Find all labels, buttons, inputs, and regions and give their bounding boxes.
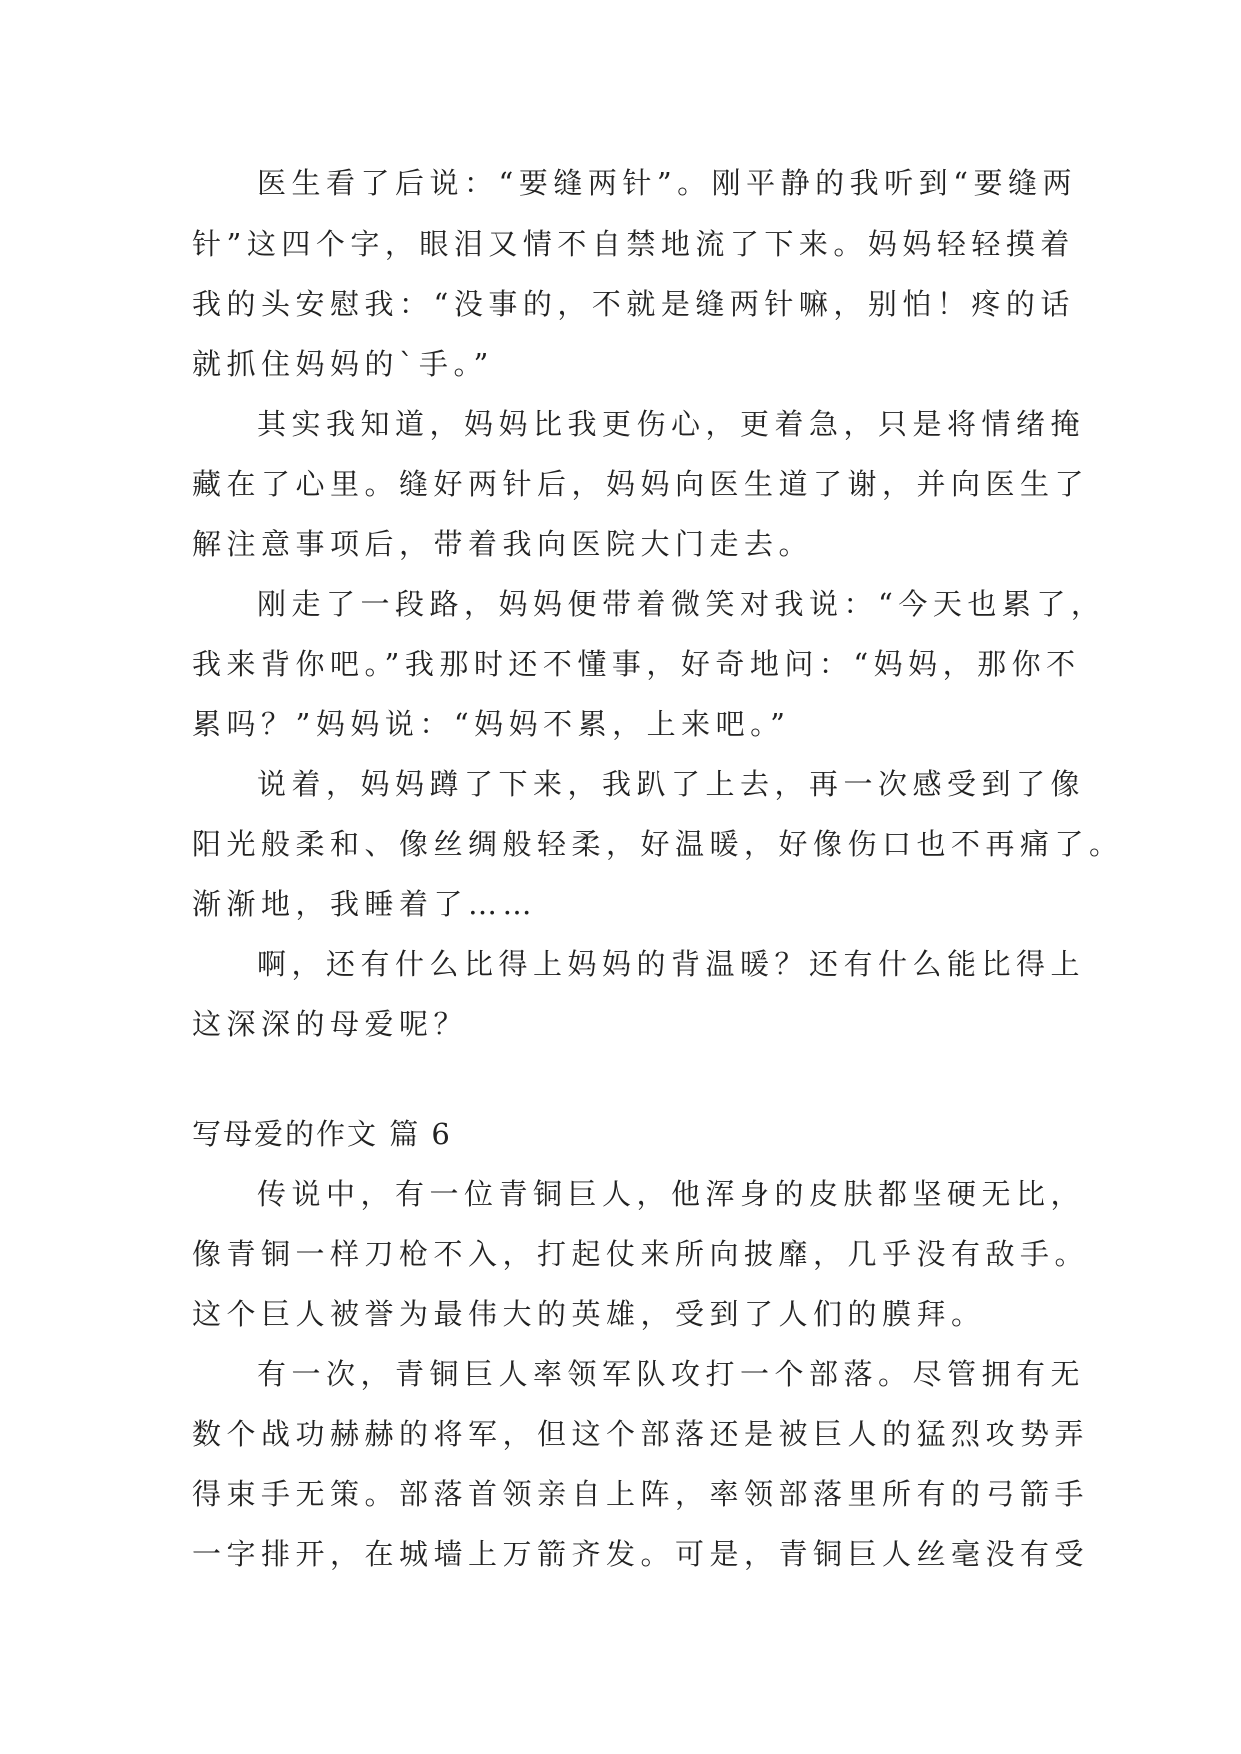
paragraph-line: 刚走了一段路，妈妈便带着微笑对我说：“今天也累了， bbox=[257, 587, 1106, 621]
paragraph-line: 说着，妈妈蹲了下来，我趴了上去，再一次感受到了像 bbox=[257, 767, 1086, 801]
paragraph-line: 这深深的母爱呢？ bbox=[192, 1007, 469, 1041]
paragraph-line: 有一次，青铜巨人率领军队攻打一个部落。尽管拥有无 bbox=[257, 1357, 1086, 1391]
paragraph-line: 像青铜一样刀枪不入，打起仗来所向披靡，几乎没有敌手。 bbox=[192, 1237, 1090, 1271]
paragraph-line: 一字排开，在城墙上万箭齐发。可是，青铜巨人丝毫没有受 bbox=[192, 1537, 1090, 1571]
paragraph-line: 针”这四个字，眼泪又情不自禁地流了下来。妈妈轻轻摸着 bbox=[192, 227, 1075, 261]
paragraph-line: 啊，还有什么比得上妈妈的背温暖？还有什么能比得上 bbox=[257, 947, 1086, 981]
paragraph-line: 阳光般柔和、像丝绸般轻柔，好温暖，好像伤口也不再痛了。 bbox=[192, 827, 1124, 861]
section-heading: 写母爱的作文 篇 6 bbox=[192, 1117, 452, 1151]
paragraph-line: 我来背你吧。”我那时还不懂事，好奇地问：“妈妈，那你不 bbox=[192, 647, 1081, 681]
paragraph-line: 藏在了心里。缝好两针后，妈妈向医生道了谢，并向医生了 bbox=[192, 467, 1090, 501]
paragraph-line: 其实我知道，妈妈比我更伤心，更着急，只是将情绪掩 bbox=[257, 407, 1086, 441]
paragraph-line: 解注意事项后，带着我向医院大门走去。 bbox=[192, 527, 814, 561]
paragraph-line: 这个巨人被誉为最伟大的英雄，受到了人们的膜拜。 bbox=[192, 1297, 986, 1331]
paragraph-line: 传说中，有一位青铜巨人，他浑身的皮肤都坚硬无比， bbox=[257, 1177, 1086, 1211]
paragraph-line: 渐渐地，我睡着了…… bbox=[192, 887, 538, 921]
paragraph-line: 累吗？”妈妈说：“妈妈不累，上来吧。” bbox=[192, 707, 791, 741]
paragraph-line: 就抓住妈妈的`手。” bbox=[192, 347, 494, 381]
paragraph-line: 我的头安慰我：“没事的，不就是缝两针嘛，别怕！疼的话 bbox=[192, 287, 1075, 321]
paragraph-line: 得束手无策。部落首领亲自上阵，率领部落里所有的弓箭手 bbox=[192, 1477, 1090, 1511]
paragraph-line: 医生看了后说：“要缝两针”。刚平静的我听到“要缝两 bbox=[257, 166, 1077, 200]
paragraph-line: 数个战功赫赫的将军，但这个部落还是被巨人的猛烈攻势弄 bbox=[192, 1417, 1090, 1451]
